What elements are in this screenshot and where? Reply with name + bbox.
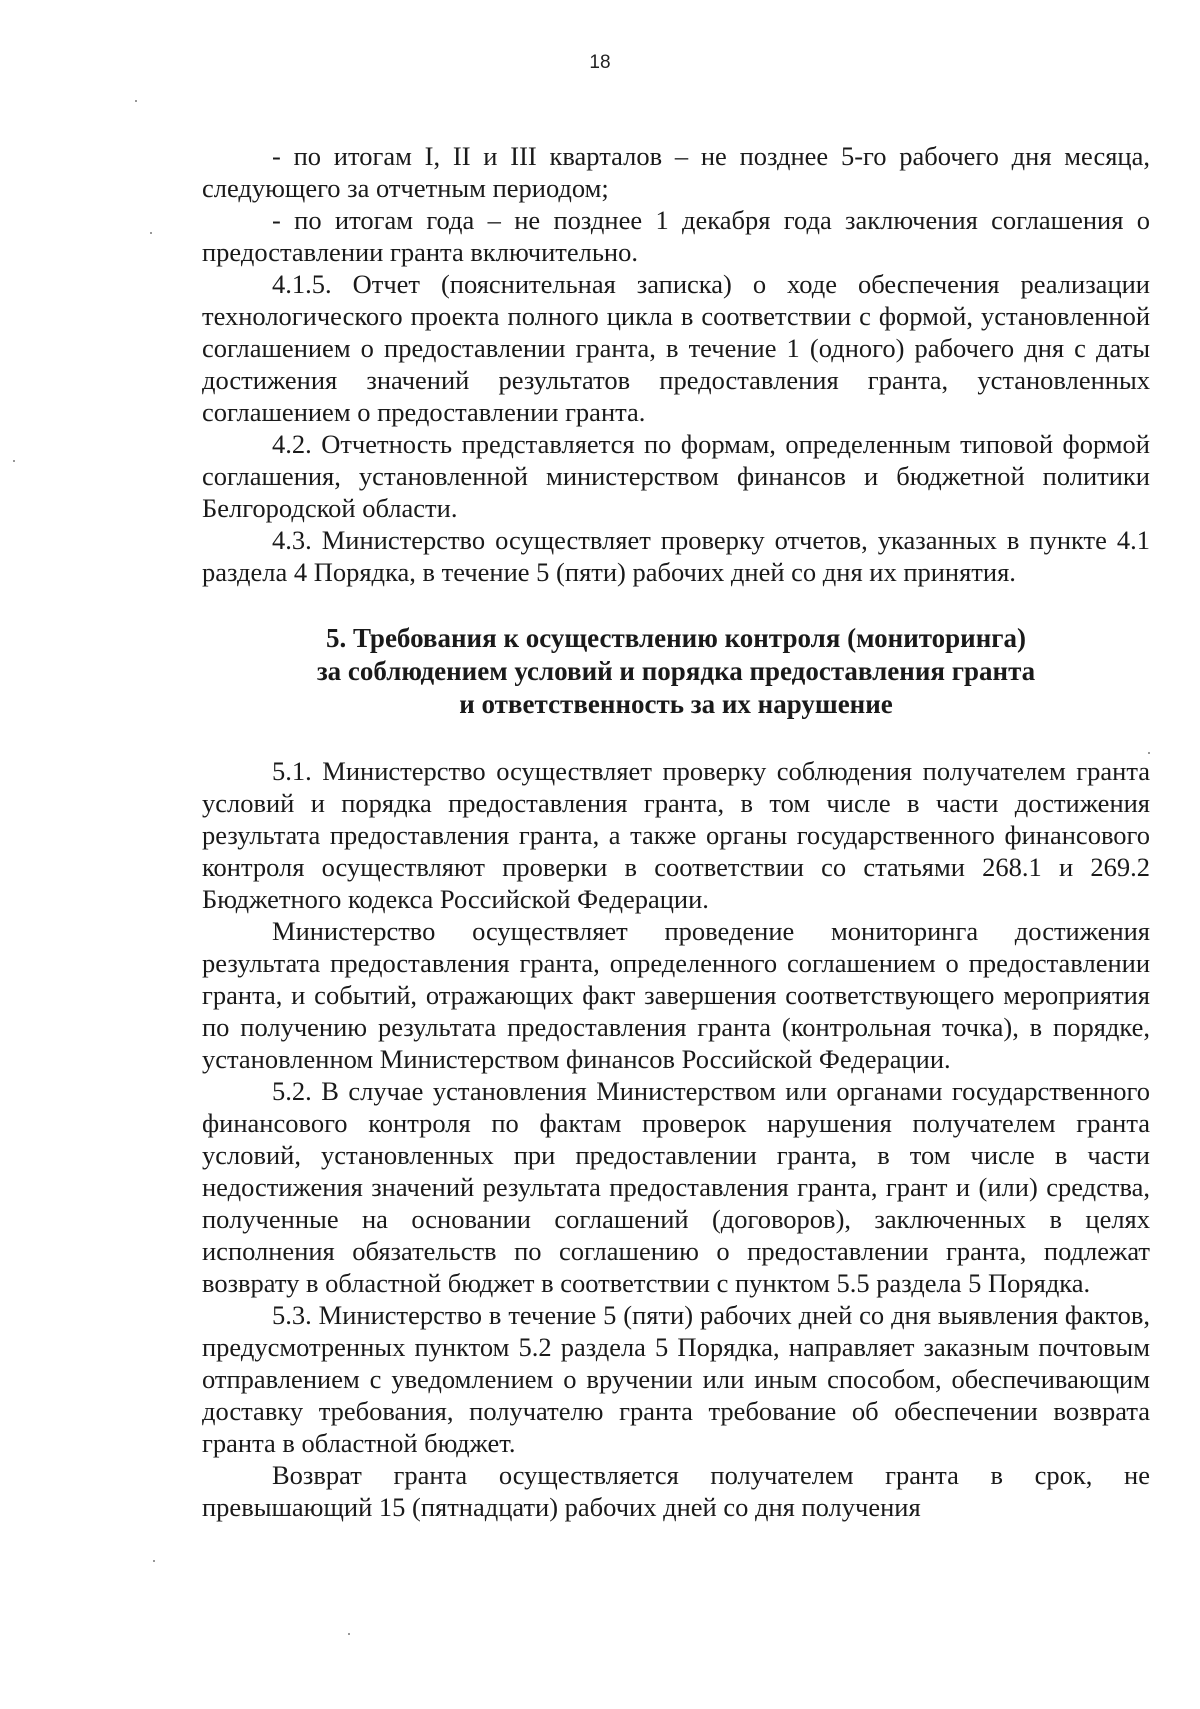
paragraph-4-3: 4.3. Министерство осуществляет проверку отчетов, указанных в пункте 4.1 раздела 4 Порядка, в течение 5 (пяти) рабочих дней со дня их принятия. xyxy=(202,525,1150,587)
scan-speck xyxy=(150,232,152,234)
page-number: 18 xyxy=(589,52,611,73)
scan-speck xyxy=(153,1560,155,1562)
section-5-heading-line-2: за соблюдением условий и порядка предоставления гранта xyxy=(316,656,1036,686)
section-5-heading xyxy=(202,622,1150,721)
paragraph-5-3: 5.3. Министерство в течение 5 (пяти) рабочих дней со дня выявления фактов, предусмотренных пунктом 5.2 раздела 5 Порядка, направляет заказным почтовым отправлением с уведомлением о вручении или иным способом, обеспечивающим доставку требования, получателю гранта требование об обеспечении возврата гранта в областной бюджет. xyxy=(202,1300,1150,1458)
paragraph-grant-return: Возврат гранта осуществляется получателем гранта в срок, не превышающий 15 (пятнадцати) рабочих дней со дня получения xyxy=(202,1460,1150,1522)
document-body xyxy=(202,140,1150,1523)
paragraph-5-1: 5.1. Министерство осуществляет проверку соблюдения получателем гранта условий и порядка предоставления гранта, в том числе в части достижения результата предоставления гранта, а также органы государственного финансового контроля осуществляют проверки в соответствии со статьями 268.1 и 269.2 Бюджетного кодекса Российской Федерации. xyxy=(202,756,1150,914)
paragraph-monitoring: Министерство осуществляет проведение мониторинга достижения результата предоставления гранта, определенного соглашением о предоставлении гранта, и событий, отражающих факт завершения соответствующего мероприятия по получению результата предоставления гранта (контрольная точка), в порядке, установленном Министерством финансов Российской Федерации. xyxy=(202,916,1150,1074)
paragraph-4-1-5: 4.1.5. Отчет (пояснительная записка) о ходе обеспечения реализации технологического проекта полного цикла в соответствии с формой, установленной соглашением о предоставлении гранта, в течение 1 (одного) рабочего дня с даты достижения значений результатов предоставления гранта, установленных соглашением о предоставлении гранта. xyxy=(202,269,1150,427)
paragraph-4-2: 4.2. Отчетность представляется по формам, определенным типовой формой соглашения, установленной министерством финансов и бюджетной политики Белгородской области. xyxy=(202,429,1150,523)
scan-speck xyxy=(13,460,15,462)
scan-speck xyxy=(135,100,137,102)
paragraph-quarterly-deadline: - по итогам I, II и III кварталов – не позднее 5-го рабочего дня месяца, следующего за отчетным периодом; xyxy=(202,141,1150,203)
scan-speck xyxy=(1148,752,1150,754)
paragraph-5-2: 5.2. В случае установления Министерством или органами государственного финансового контроля по фактам проверок нарушения получателем гранта условий, установленных при предоставлении гранта, в том числе в части недостижения значений результата предоставления гранта, грант и (или) средства, полученные на основании соглашений (договоров), заключенных в целях исполнения обязательств по соглашению о предоставлении гранта, подлежат возврату в областной бюджет в соответствии с пунктом 5.5 раздела 5 Порядка. xyxy=(202,1076,1150,1298)
section-5-heading-line-3: и ответственность за их нарушение xyxy=(459,689,893,719)
section-5-heading-line-1: 5. Требования к осуществлению контроля (мониторинга) xyxy=(325,623,1027,653)
paragraph-annual-deadline: - по итогам года – не позднее 1 декабря года заключения соглашения о предоставлении гранта включительно. xyxy=(202,205,1150,267)
scan-speck xyxy=(348,1633,350,1635)
